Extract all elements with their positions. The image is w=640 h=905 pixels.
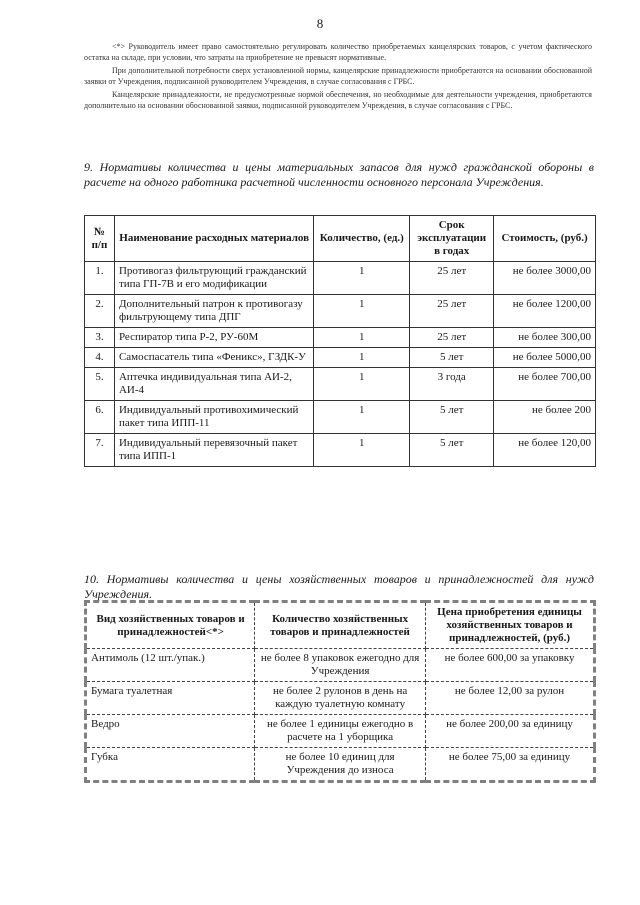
header-cell: Количество хозяйственных товаров и принадлежностей xyxy=(255,602,426,649)
table-cell: не более 2 рулонов в день на каждую туалетную комнату xyxy=(255,682,426,715)
table-cell: 1 xyxy=(314,295,410,328)
table-cell: не более 3000,00 xyxy=(494,262,596,295)
table-cell: 1. xyxy=(85,262,115,295)
table-cell: 5 лет xyxy=(410,401,494,434)
table-cell: Индивидуальный противохимический пакет типа ИПП-11 xyxy=(114,401,313,434)
table-row xyxy=(86,682,595,715)
table-cell: не более 700,00 xyxy=(494,368,596,401)
header-cell: Вид хозяйственных товаров и принадлежностей<*> xyxy=(86,602,255,649)
footnotes xyxy=(84,42,592,114)
table-cell: 7. xyxy=(85,434,115,467)
table-row xyxy=(85,368,596,401)
table-cell: 4. xyxy=(85,348,115,368)
table-cell: Дополнительный патрон к противогазу фильтрующему типа ДПГ xyxy=(114,295,313,328)
table-row xyxy=(86,649,595,682)
table-cell: 3 года xyxy=(410,368,494,401)
table-cell: 5 лет xyxy=(410,348,494,368)
table-cell: 25 лет xyxy=(410,295,494,328)
table-row xyxy=(85,348,596,368)
table-cell: 1 xyxy=(314,262,410,295)
civil-defense-table xyxy=(84,215,596,467)
table-cell: не более 200,00 за единицу xyxy=(426,715,595,748)
header-cell: Количество, (ед.) xyxy=(314,216,410,262)
table-cell: не более 5000,00 xyxy=(494,348,596,368)
table-header-row xyxy=(86,602,595,649)
table-row xyxy=(86,748,595,782)
table-cell: 6. xyxy=(85,401,115,434)
table-cell: 3. xyxy=(85,328,115,348)
section-10-title: 10. Нормативы количества и цены хозяйственных товаров и принадлежностей для нужд Учреждения. xyxy=(84,572,594,601)
table-cell: не более 8 упаковок ежегодно для Учреждения xyxy=(255,649,426,682)
table-cell: Ведро xyxy=(86,715,255,748)
table-cell: не более 120,00 xyxy=(494,434,596,467)
page-number: 8 xyxy=(316,16,324,31)
table-cell: 2. xyxy=(85,295,115,328)
header-cell: Цена приобретения единицы хозяйственных товаров и принадлежностей, (руб.) xyxy=(426,602,595,649)
table-row xyxy=(85,295,596,328)
table-cell: 25 лет xyxy=(410,328,494,348)
footnote-3: Канцелярские принадлежности, не предусмотренные нормой обеспечения, но необходимые для деятельности учреждения, приобретаются дополнительно на основании обоснованной заявки, подписанной руководителем Учреждения, в случае согласования с ГРБС. xyxy=(84,90,592,110)
table-cell: 25 лет xyxy=(410,262,494,295)
table-cell: Бумага туалетная xyxy=(86,682,255,715)
table-cell: не более 300,00 xyxy=(494,328,596,348)
table-cell: Губка xyxy=(86,748,255,782)
table-cell: 1 xyxy=(314,368,410,401)
table-row xyxy=(86,715,595,748)
table-row xyxy=(85,262,596,295)
table-cell: Аптечка индивидуальная типа АИ-2, АИ-4 xyxy=(114,368,313,401)
table-cell: не более 1200,00 xyxy=(494,295,596,328)
household-goods-table xyxy=(84,600,596,783)
table-cell: 1 xyxy=(314,328,410,348)
table-cell: не более 1 единицы ежегодно в расчете на 1 уборщика xyxy=(255,715,426,748)
section-9-title: 9. Нормативы количества и цены материальных запасов для нужд гражданской обороны в расчете на одного работника расчетной численности основного персонала Учреждения. xyxy=(84,160,594,189)
table-cell: Индивидуальный перевязочный пакет типа ИПП-1 xyxy=(114,434,313,467)
table-cell: 5. xyxy=(85,368,115,401)
table-cell: Антимоль (12 шт./упак.) xyxy=(86,649,255,682)
header-cell: № п/п xyxy=(85,216,115,262)
table-cell: Самоспасатель типа «Феникс», ГЗДК-У xyxy=(114,348,313,368)
table-cell: 1 xyxy=(314,348,410,368)
table-cell: не более 200 xyxy=(494,401,596,434)
header-cell: Стоимость, (руб.) xyxy=(494,216,596,262)
table-row xyxy=(85,401,596,434)
table-cell: не более 12,00 за рулон xyxy=(426,682,595,715)
table-cell: 1 xyxy=(314,401,410,434)
header-cell: Срок эксплуатации в годах xyxy=(410,216,494,262)
table-header-row xyxy=(85,216,596,262)
header-cell: Наименование расходных материалов xyxy=(114,216,313,262)
table-cell: 1 xyxy=(314,434,410,467)
table-cell: Противогаз фильтрующий гражданский типа ГП-7В и его модификации xyxy=(114,262,313,295)
table-cell: не более 75,00 за единицу xyxy=(426,748,595,782)
table-cell: 5 лет xyxy=(410,434,494,467)
table-cell: Респиратор типа Р-2, РУ-60М xyxy=(114,328,313,348)
table-cell: не более 10 единиц для Учреждения до износа xyxy=(255,748,426,782)
footnote-2: При дополнительной потребности сверх установленной нормы, канцелярские принадлежности приобретаются на основании обоснованной заявки от Учреждения, подписанной руководителем Учреждения, в случае согласования с ГРБС. xyxy=(84,66,592,86)
table-row xyxy=(85,434,596,467)
footnote-1: <*> Руководитель имеет право самостоятельно регулировать количество приобретаемых канцелярских товаров, с учетом фактического остатка на складе, при условии, что затраты на приобретение не превысят нормативные. xyxy=(84,42,592,62)
table-row xyxy=(85,328,596,348)
table-cell: не более 600,00 за упаковку xyxy=(426,649,595,682)
